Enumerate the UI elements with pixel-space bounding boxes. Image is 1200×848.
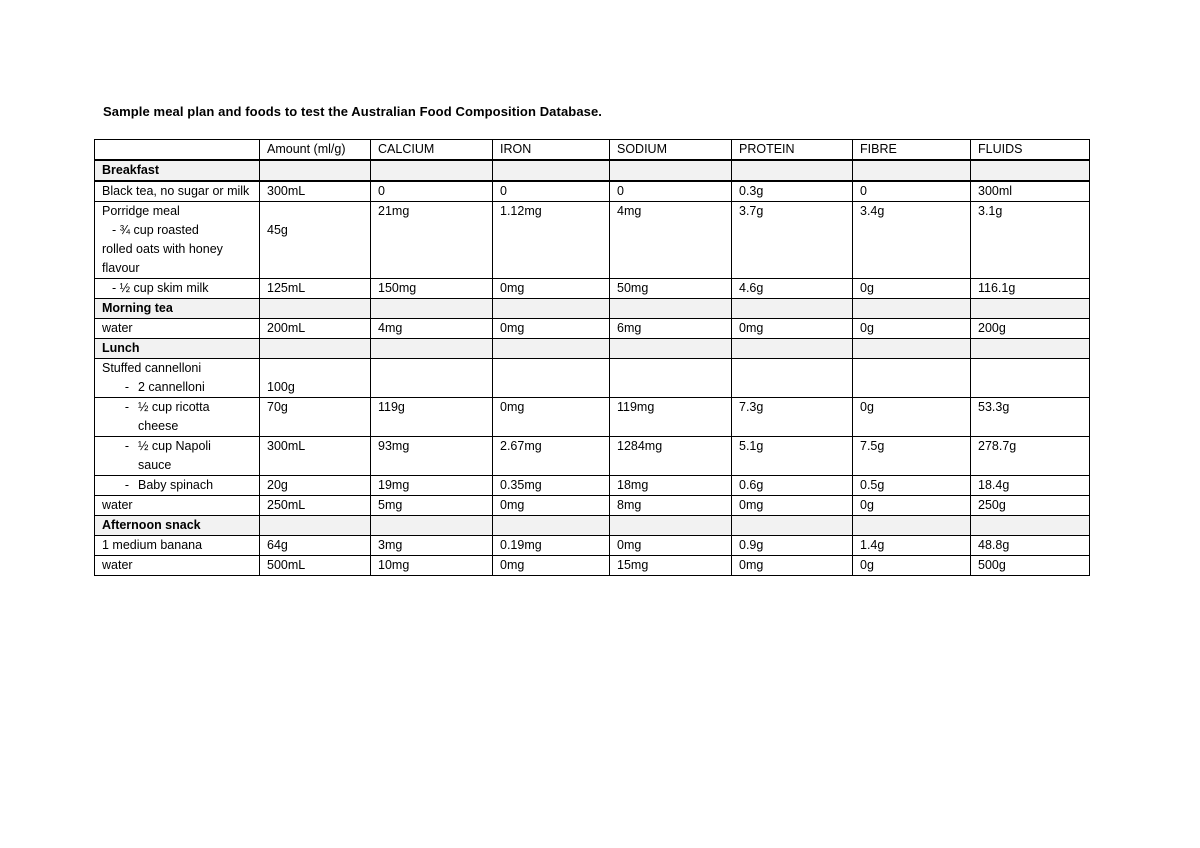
- header-cell: FIBRE: [853, 140, 971, 161]
- food-line: - ½ cup skim milk: [112, 281, 209, 295]
- value-cell: 53.3g: [971, 398, 1090, 437]
- value-cell: 0.5g: [853, 476, 971, 496]
- section-row-morning-tea: [95, 299, 1090, 319]
- value-cell: 0g: [853, 496, 971, 516]
- food-cell: [95, 279, 260, 299]
- value-cell: 0mg: [493, 496, 610, 516]
- table-row: [95, 279, 1090, 299]
- value-cell: 300mL: [260, 181, 371, 202]
- value-cell: 200g: [971, 319, 1090, 339]
- value-cell: 300mL: [260, 437, 371, 476]
- document-title: Sample meal plan and foods to test the Australian Food Composition Database.: [103, 104, 603, 119]
- value-cell: 0mg: [493, 398, 610, 437]
- section-label: Lunch: [95, 339, 260, 359]
- value-cell: 3.1g: [971, 202, 1090, 279]
- table-row: [95, 319, 1090, 339]
- dash-marker: -: [124, 400, 130, 414]
- value-cell: 0mg: [493, 319, 610, 339]
- dash-marker: -: [124, 439, 130, 453]
- header-cell: Amount (ml/g): [260, 140, 371, 161]
- value-cell: 15mg: [610, 556, 732, 576]
- value-cell: 0g: [853, 279, 971, 299]
- value-cell: 0.6g: [732, 476, 853, 496]
- value-cell: 7.5g: [853, 437, 971, 476]
- value-cell: 200mL: [260, 319, 371, 339]
- value-cell: 19mg: [371, 476, 493, 496]
- value-cell: 278.7g: [971, 437, 1090, 476]
- food-line-text: 2 cannelloni: [138, 380, 205, 394]
- table-row: [95, 359, 1090, 398]
- food-line: Porridge meal: [102, 204, 180, 218]
- food-cell: [95, 437, 260, 476]
- value-cell: 0mg: [493, 279, 610, 299]
- table-row: [95, 437, 1090, 476]
- food-line: [102, 398, 259, 417]
- value-cell: 1.12mg: [493, 202, 610, 279]
- value-cell: 500mL: [260, 556, 371, 576]
- amount-value: 45g: [267, 223, 288, 237]
- value-cell: 0: [493, 181, 610, 202]
- dash-marker: -: [124, 478, 130, 492]
- value-cell: 3.4g: [853, 202, 971, 279]
- food-cell: water: [95, 319, 260, 339]
- value-cell: 10mg: [371, 556, 493, 576]
- value-cell: 300ml: [971, 181, 1090, 202]
- header-cell: [95, 140, 260, 161]
- value-cell: 2.67mg: [493, 437, 610, 476]
- table-row: [95, 556, 1090, 576]
- table-row: [95, 398, 1090, 437]
- section-row-breakfast: [95, 160, 1090, 181]
- food-cell: [95, 202, 260, 279]
- value-cell: 0.3g: [732, 181, 853, 202]
- value-cell: 0mg: [732, 496, 853, 516]
- value-cell: 150mg: [371, 279, 493, 299]
- value-cell: 0g: [853, 556, 971, 576]
- value-cell: 5.1g: [732, 437, 853, 476]
- food-cell: water: [95, 496, 260, 516]
- food-line-text: ½ cup ricotta: [138, 400, 210, 414]
- value-cell: 0g: [853, 398, 971, 437]
- section-label: Morning tea: [95, 299, 260, 319]
- header-cell: SODIUM: [610, 140, 732, 161]
- value-cell: 0.35mg: [493, 476, 610, 496]
- food-line-text: Baby spinach: [138, 478, 214, 492]
- value-cell: 0g: [853, 319, 971, 339]
- value-cell: 18mg: [610, 476, 732, 496]
- meal-plan-table: [94, 139, 1090, 576]
- value-cell: 0mg: [610, 536, 732, 556]
- value-cell: 0: [610, 181, 732, 202]
- value-cell: 3mg: [371, 536, 493, 556]
- value-cell: 0mg: [732, 319, 853, 339]
- value-cell: 125mL: [260, 279, 371, 299]
- amount-value: 100g: [267, 380, 295, 394]
- value-cell: [260, 202, 371, 279]
- value-cell: 93mg: [371, 437, 493, 476]
- header-cell: FLUIDS: [971, 140, 1090, 161]
- section-row-afternoon-snack: [95, 516, 1090, 536]
- food-line: rolled oats with honey: [102, 242, 223, 256]
- food-cell: [95, 359, 260, 398]
- value-cell: 3.7g: [732, 202, 853, 279]
- food-line-text: ½ cup Napoli: [138, 439, 211, 453]
- value-cell: 0.9g: [732, 536, 853, 556]
- value-cell: 7.3g: [732, 398, 853, 437]
- table-row: [95, 181, 1090, 202]
- value-cell: 250g: [971, 496, 1090, 516]
- value-cell: 0: [853, 181, 971, 202]
- value-cell: 21mg: [371, 202, 493, 279]
- value-cell: 6mg: [610, 319, 732, 339]
- food-line: [102, 476, 259, 495]
- header-row: [95, 140, 1090, 161]
- value-cell: 4.6g: [732, 279, 853, 299]
- header-cell: CALCIUM: [371, 140, 493, 161]
- food-line-text: sauce: [138, 458, 172, 472]
- value-cell: 250mL: [260, 496, 371, 516]
- table-row: [95, 536, 1090, 556]
- value-cell: 0.19mg: [493, 536, 610, 556]
- value-cell: 8mg: [610, 496, 732, 516]
- value-cell: 1284mg: [610, 437, 732, 476]
- food-cell: Black tea, no sugar or milk: [95, 181, 260, 202]
- value-cell: 64g: [260, 536, 371, 556]
- food-line: - ¾ cup roasted: [112, 223, 199, 237]
- food-line: [102, 456, 259, 475]
- value-cell: [260, 359, 371, 398]
- value-cell: 119mg: [610, 398, 732, 437]
- table-row: [95, 202, 1090, 279]
- food-cell: 1 medium banana: [95, 536, 260, 556]
- header-cell: PROTEIN: [732, 140, 853, 161]
- food-line: [102, 437, 259, 456]
- value-cell: 4mg: [371, 319, 493, 339]
- value-cell: 70g: [260, 398, 371, 437]
- section-label: Breakfast: [95, 160, 260, 181]
- value-cell: 119g: [371, 398, 493, 437]
- food-line-text: cheese: [138, 419, 179, 433]
- value-cell: 5mg: [371, 496, 493, 516]
- header-cell: IRON: [493, 140, 610, 161]
- value-cell: 18.4g: [971, 476, 1090, 496]
- value-cell: 48.8g: [971, 536, 1090, 556]
- dash-marker: -: [124, 380, 130, 394]
- table-row: [95, 496, 1090, 516]
- value-cell: 500g: [971, 556, 1090, 576]
- food-cell: water: [95, 556, 260, 576]
- food-line: [102, 417, 259, 436]
- value-cell: 50mg: [610, 279, 732, 299]
- value-cell: 0: [371, 181, 493, 202]
- food-cell: [95, 476, 260, 496]
- food-line: Stuffed cannelloni: [102, 361, 202, 375]
- food-line: flavour: [102, 261, 140, 275]
- value-cell: 0mg: [493, 556, 610, 576]
- value-cell: 0mg: [732, 556, 853, 576]
- section-row-lunch: [95, 339, 1090, 359]
- table-row: [95, 476, 1090, 496]
- section-label: Afternoon snack: [95, 516, 260, 536]
- food-line: [102, 378, 259, 397]
- food-cell: [95, 398, 260, 437]
- value-cell: 116.1g: [971, 279, 1090, 299]
- value-cell: 4mg: [610, 202, 732, 279]
- value-cell: 1.4g: [853, 536, 971, 556]
- value-cell: 20g: [260, 476, 371, 496]
